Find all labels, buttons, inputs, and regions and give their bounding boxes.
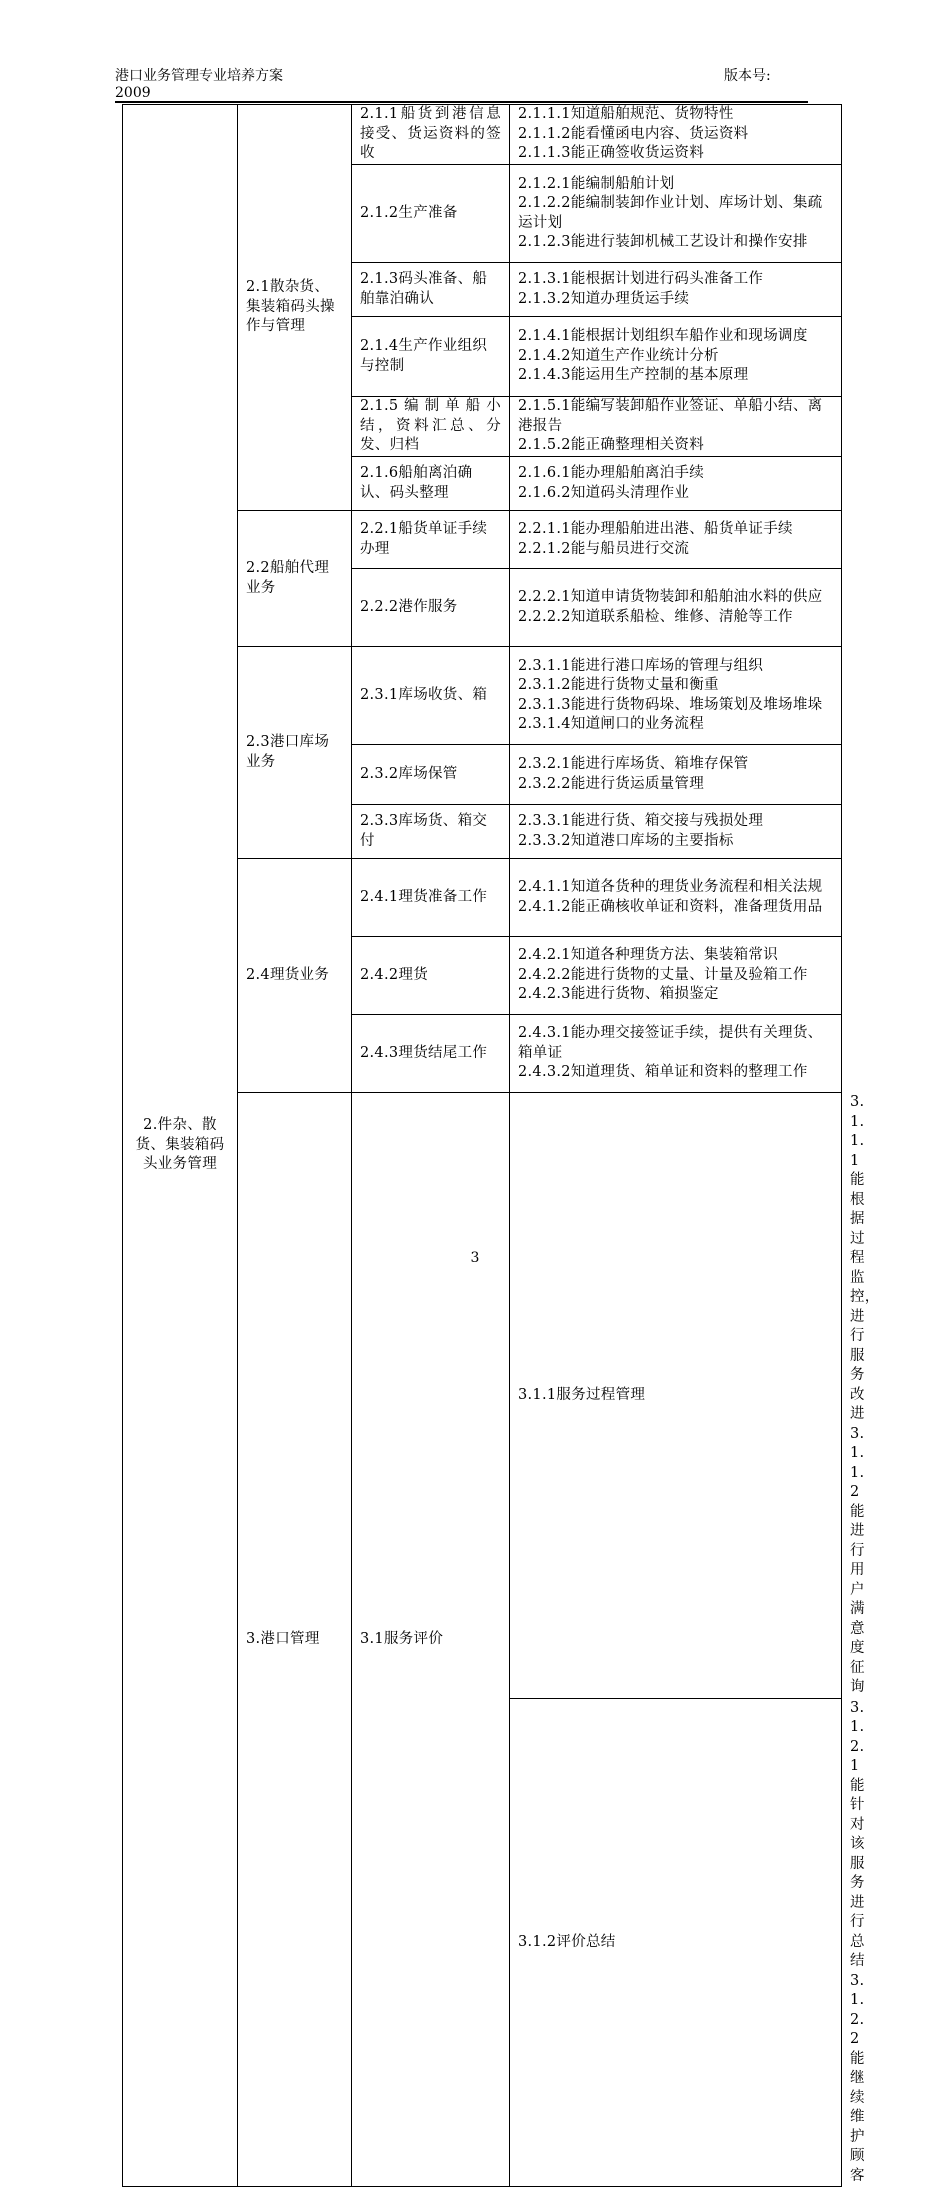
task-cell: 2.1.1船货到港信息接受、货运资料的签收	[352, 105, 510, 165]
skills-cell	[510, 937, 842, 1015]
skill-item: 2.1.2.2能编制装卸作业计划、库场计划、集疏运计划	[518, 195, 823, 231]
table-row	[123, 105, 842, 165]
skill-item: 2.3.1.1能进行港口库场的管理与组织	[518, 657, 764, 674]
skills-cell	[510, 511, 842, 569]
domain-cell: 3.港口管理	[238, 1093, 352, 2187]
skill-item: 2.1.4.2知道生产作业统计分析	[518, 347, 719, 364]
page-number: 3	[470, 1250, 480, 1266]
group-cell: 2.4理货业务	[238, 859, 352, 1093]
skills-cell	[510, 859, 842, 937]
group-cell: 3.1服务评价	[352, 1093, 510, 2187]
header-version-label: 版本号:	[724, 68, 771, 84]
curriculum-table	[122, 104, 880, 2187]
task-cell: 2.4.3理货结尾工作	[352, 1015, 510, 1093]
skill-item: 2.4.2.2能进行货物的丈量、计量及验箱工作	[518, 966, 808, 983]
skill-item: 2.3.1.3能进行货物码垛、堆场策划及堆场堆垛	[518, 696, 823, 713]
group-cell: 2.1散杂货、集装箱码头操作与管理	[238, 105, 352, 511]
task-cell: 2.3.2库场保管	[352, 745, 510, 805]
skills-cell	[510, 165, 842, 263]
table-row: 3.港口管理 3.1服务评价 3.1.1服务过程管理 3.1.1.1能根据过程监控，进行服务改进 3.1.1.2能进行用户满意度征询	[123, 1093, 842, 1699]
skill-item: 2.3.2.2能进行货运质量管理	[518, 775, 705, 792]
task-cell: 2.3.3库场货、箱交付	[352, 805, 510, 859]
task-cell: 2.2.1船货单证手续办理	[352, 511, 510, 569]
skill-item: 2.1.5.1能编写装卸船作业签证、单船小结、离港报告	[518, 398, 823, 434]
skill-item: 2.4.2.1知道各种理货方法、集装箱常识	[518, 947, 779, 964]
task-cell: 2.2.2港作服务	[352, 569, 510, 647]
skill-item: 2.1.3.2知道办理货运手续	[518, 290, 690, 307]
task-cell: 2.1.5编制单船小结，资料汇总、分发、归档	[352, 397, 510, 457]
task-cell: 2.4.1理货准备工作	[352, 859, 510, 937]
group-cell: 2.2船舶代理业务	[238, 511, 352, 647]
task-cell: 2.1.3码头准备、船舶靠泊确认	[352, 263, 510, 317]
skill-item: 2.3.1.4知道闸口的业务流程	[518, 716, 705, 732]
skills-cell	[510, 397, 842, 457]
skill-item: 2.1.3.1能根据计划进行码头准备工作	[518, 271, 764, 287]
skills-cell	[510, 317, 842, 397]
skill-item: 2.4.1.2能正确核收单证和资料，准备理货用品	[518, 898, 823, 915]
skill-item: 2.1.2.1能编制船舶计划	[518, 175, 675, 192]
task-cell: 2.1.2生产准备	[352, 165, 510, 263]
skill-item: 2.1.6.2知道码头清理作业	[518, 484, 690, 501]
skill-item: 2.3.3.2知道港口库场的主要指标	[518, 832, 734, 849]
skill-item: 2.2.1.1能办理船舶进出港、船货单证手续	[518, 521, 793, 537]
task-cell: 2.4.2理货	[352, 937, 510, 1015]
task-cell: 3.1.1服务过程管理	[510, 1093, 842, 1699]
skill-item: 2.4.2.3能进行货物、箱损鉴定	[518, 986, 719, 1003]
task-cell: 3.1.2评价总结	[510, 1698, 842, 2187]
skills-cell	[510, 647, 842, 745]
skills-cell	[510, 745, 842, 805]
skill-item: 2.1.1.2能看懂函电内容、货运资料	[518, 125, 749, 142]
group-cell: 2.3港口库场业务	[238, 647, 352, 859]
skill-item: 2.1.2.3能进行装卸机械工艺设计和操作安排	[518, 234, 808, 250]
skill-item: 2.1.4.1能根据计划组织车船作业和现场调度	[518, 328, 808, 345]
skill-item: 2.3.2.1能进行库场货、箱堆存保管	[518, 756, 749, 772]
skill-item: 2.4.3.2知道理货、箱单证和资料的整理工作	[518, 1064, 808, 1081]
skill-item: 2.3.3.1能进行货、箱交接与残损处理	[518, 813, 764, 829]
header-title: 港口业务管理专业培养方案	[115, 68, 283, 84]
table-row: 3.1.2评价总结 3.1.2.1能针对该服务进行总结 3.1.2.2能继续维护顾客	[123, 1698, 842, 2187]
header-rule	[115, 101, 808, 103]
skill-item: 2.2.2.2知道联系船检、维修、清舱等工作	[518, 608, 793, 625]
skill-item: 2.4.3.1能办理交接签证手续，提供有关理货、箱单证	[518, 1025, 823, 1061]
skills-cell	[510, 263, 842, 317]
skills-cell	[510, 1015, 842, 1093]
header-year: 2009	[115, 85, 151, 101]
task-cell: 2.3.1库场收货、箱	[352, 647, 510, 745]
skill-item: 2.1.1.3能正确签收货运资料	[518, 145, 705, 162]
skills-cell	[510, 569, 842, 647]
skill-item: 2.1.1.1知道船舶规范、货物特性	[518, 106, 734, 123]
skill-item: 2.2.2.1知道申请货物装卸和船舶油水料的供应	[518, 589, 823, 605]
task-cell: 2.1.6船舶离泊确认、码头整理	[352, 457, 510, 511]
skills-cell	[510, 105, 842, 165]
skills-cell	[510, 805, 842, 859]
domain-cell: 2.件杂、散货、集装箱码 头业务管理	[123, 105, 238, 2187]
skill-item: 2.2.1.2能与船员进行交流	[518, 540, 690, 557]
skill-item: 2.1.6.1能办理船舶离泊手续	[518, 465, 705, 481]
skill-item: 2.1.4.3能运用生产控制的基本原理	[518, 367, 749, 384]
skill-item: 2.1.5.2能正确整理相关资料	[518, 437, 705, 454]
skill-item: 2.4.1.1知道各货种的理货业务流程和相关法规	[518, 879, 823, 895]
task-cell: 2.1.4生产作业组织与控制	[352, 317, 510, 397]
skill-item: 2.3.1.2能进行货物丈量和衡重	[518, 677, 719, 693]
skills-cell	[510, 457, 842, 511]
